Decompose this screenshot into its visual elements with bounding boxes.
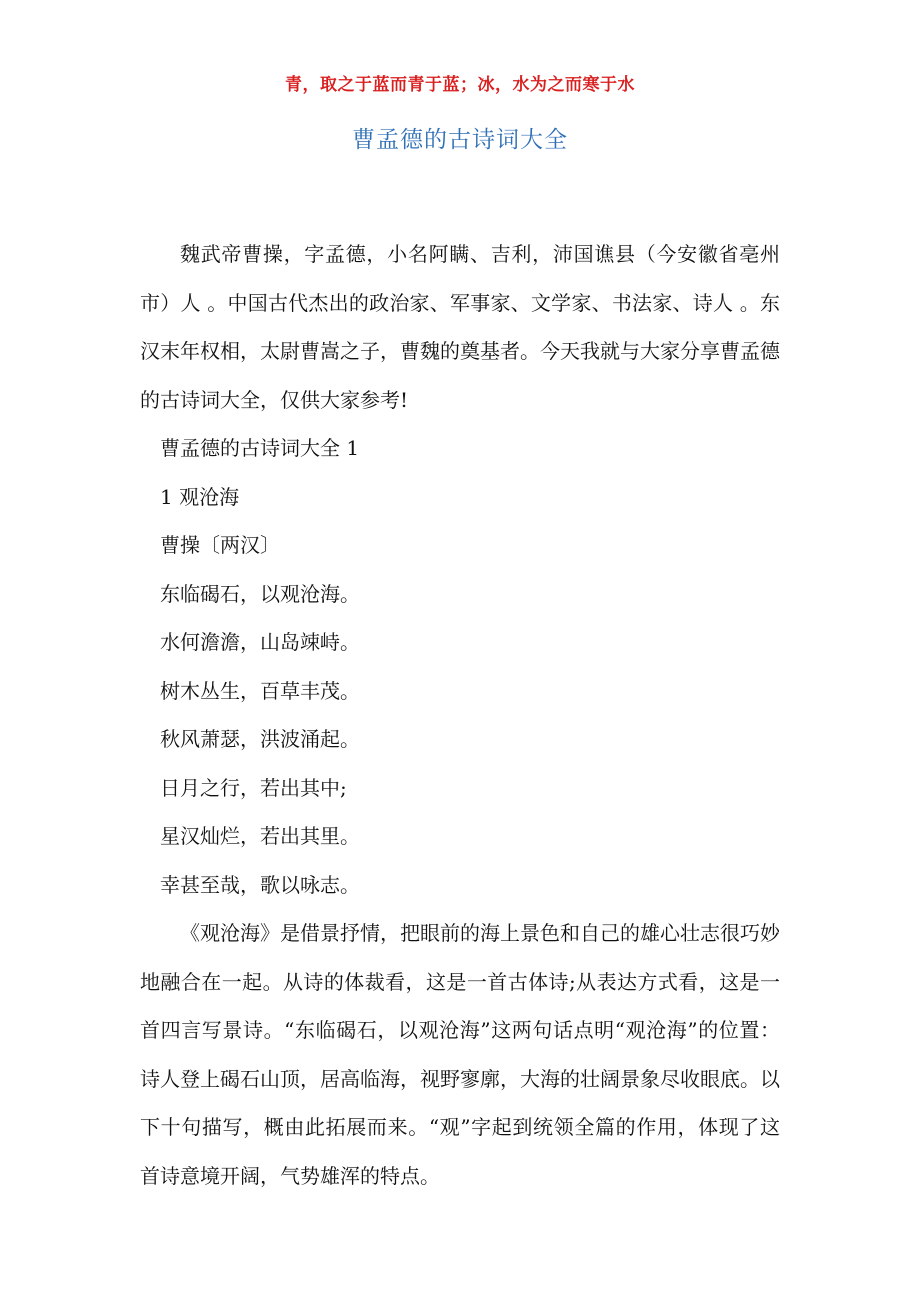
document-body [140,230,780,1200]
section-heading: 曹孟德的古诗词大全 1 [160,436,360,460]
poem-line: 幸甚至哉，歌以咏志。 [160,872,360,897]
poem-line: 星汉灿烂，若出其里。 [160,824,360,848]
poem-line: 树木丛生，百草丰茂。 [160,678,360,703]
header-motto: 青，取之于蓝而青于蓝；冰，水为之而寒于水 [285,75,635,95]
poem-author: 曹操〔两汉〕 [160,533,280,557]
poem-line: 东临碣石，以观沧海。 [160,581,360,606]
poem-line: 日月之行，若出其中; [160,775,347,800]
page-title: 曹孟德的古诗词大全 [352,127,568,153]
poem-title: 1 观沧海 [160,484,240,509]
analysis-paragraph: 《观沧海》是借景抒情，把眼前的海上景色和自己的雄心壮志很巧妙地融合在一起。从诗的体裁看，这是一首古体诗;从表达方式看，这是一首四言写景诗。“东临碣石，以观沧海”这两句话点明“观沧海”的位置：诗人登上碣石山顶，居高临海，视野寥廓，大海的壮阔景象尽收眼底。以下十句描写，概由此拓展而来。“观”字起到统领全篇的作用，体现了这首诗意境开阔，气势雄浑的特点。 [140,921,780,1188]
intro-paragraph: 魏武帝曹操，字孟德，小名阿瞒、吉利，沛国谯县（今安徽省亳州市）人 。中国古代杰出的政治家、军事家、文学家、书法家、诗人 。东汉末年权相，太尉曹嵩之子，曹魏的奠基者。今天我就与大家分享曹孟德的古诗词大全，仅供大家参考! [140,242,780,412]
poem-line: 水何澹澹，山岛竦峙。 [160,630,360,654]
poem-line: 秋风萧瑟，洪波涌起。 [160,727,360,751]
